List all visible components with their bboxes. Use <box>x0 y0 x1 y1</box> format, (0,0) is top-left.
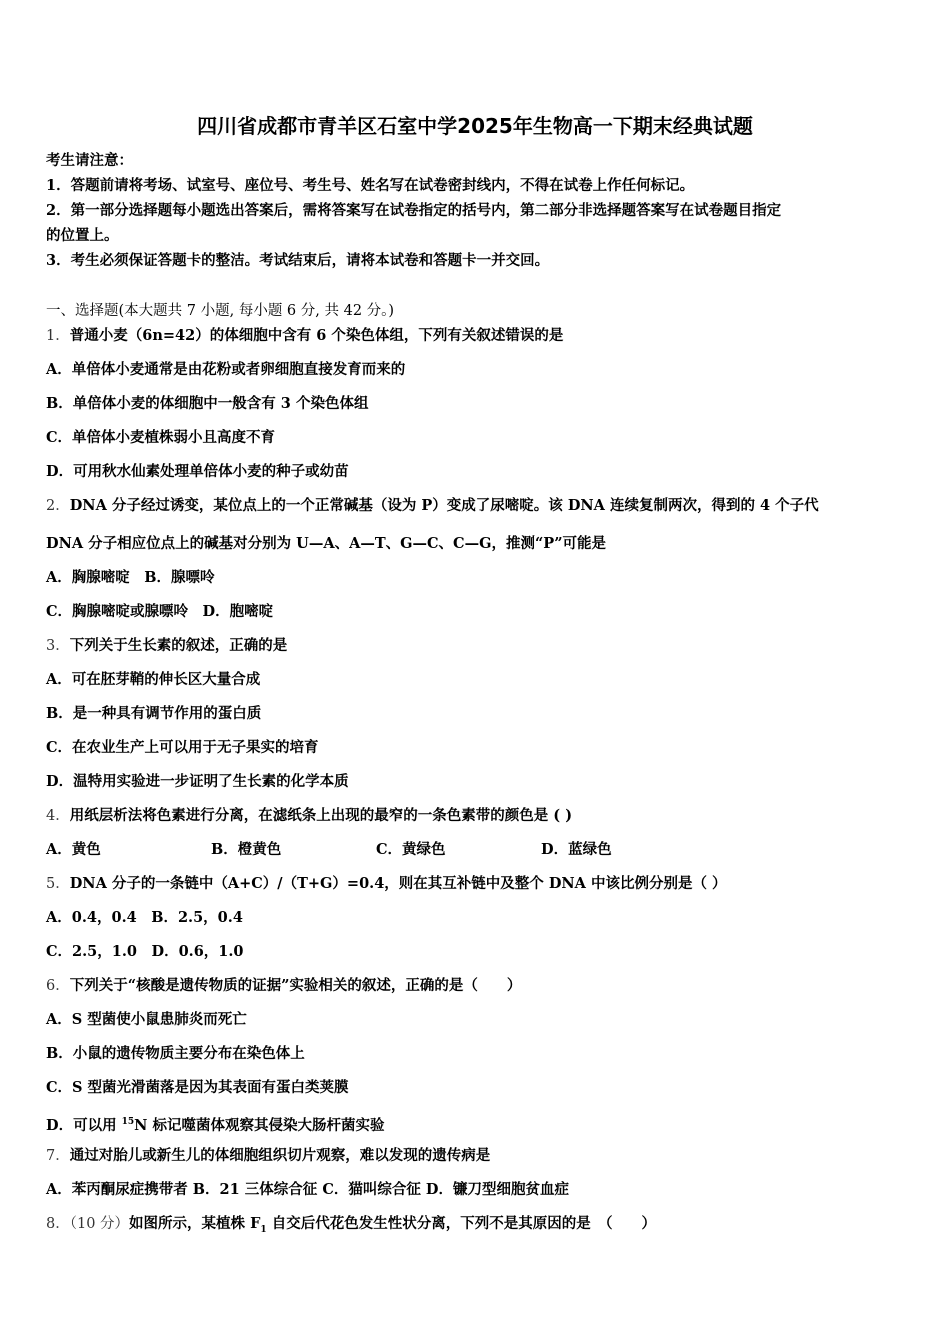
question-6 <box>46 976 521 996</box>
q1-option-c: C．单倍体小麦植株弱小且高度不育 <box>46 429 276 446</box>
question-stem: 下列关于“核酸是遗传物质的证据”实验相关的叙述，正确的是（ ） <box>69 977 522 994</box>
question-stem: 用纸层析法将色素进行分离，在滤纸条上出现的最窄的一条色素带的颜色是 ( ) <box>69 807 573 824</box>
question-number: 3． <box>46 638 70 654</box>
question-stem: DNA 分子的一条链中（A+C）/（T+G）=0.4，则在其互补链中及整个 DNA 中该比例分别是（ ） <box>69 875 727 892</box>
question-stem: 如图所示，某植株 F <box>129 1215 261 1232</box>
q5-options-cd: C．2.5，1.0 D．0.6，1.0 <box>46 943 244 960</box>
q5-options-ab: A．0.4，0.4 B．2.5，0.4 <box>46 909 243 926</box>
q1-option-a: A．单倍体小麦通常是由花粉或者卵细胞直接发育而来的 <box>46 361 406 378</box>
question-number: 6． <box>46 978 70 994</box>
question-1 <box>46 326 563 346</box>
q1-option-b: B．单倍体小麦的体细胞中一般含有 3 个染色体组 <box>46 395 369 412</box>
q3-option-b: B．是一种具有调节作用的蛋白质 <box>46 705 262 722</box>
question-stem: 下列关于生长素的叙述，正确的是 <box>69 637 288 654</box>
notice-item-2-cont: 的位置上。 <box>46 227 119 244</box>
generation-subscript: 1 <box>260 1224 267 1235</box>
q6-option-a: A．S 型菌使小鼠患肺炎而死亡 <box>46 1011 247 1028</box>
question-points: （10 分） <box>69 1216 130 1232</box>
q4-option-c: C．黄绿色 <box>376 841 446 858</box>
question-number: 5． <box>46 876 70 892</box>
question-number: 7． <box>46 1148 70 1164</box>
question-stem: 普通小麦（6n=42）的体细胞中含有 6 个染色体组，下列有关叙述错误的是 <box>69 327 564 344</box>
q7-options: A．苯丙酮尿症携带者 B．21 三体综合征 C．猫叫综合征 D．镰刀型细胞贫血症 <box>46 1181 569 1198</box>
question-number: 8． <box>46 1216 70 1232</box>
q3-option-c: C．在农业生产上可以用于无子果实的培育 <box>46 739 319 756</box>
q3-option-a: A．可在胚芽鞘的伸长区大量合成 <box>46 671 261 688</box>
q4-option-a: A．黄色 <box>46 841 101 858</box>
isotope-superscript: 15 <box>121 1117 135 1127</box>
notice-item-1: 1．答题前请将考场、试室号、座位号、考生号、姓名写在试卷密封线内，不得在试卷上作任何标记。 <box>46 177 695 194</box>
q3-option-d: D．温特用实验进一步证明了生长素的化学本质 <box>46 773 349 790</box>
q6-option-b: B．小鼠的遗传物质主要分布在染色体上 <box>46 1045 305 1062</box>
question-number: 2． <box>46 498 70 514</box>
question-3 <box>46 636 287 656</box>
section-heading: 一、选择题(本大题共 7 小题, 每小题 6 分, 共 42 分。) <box>46 303 395 319</box>
question-number: 1． <box>46 328 70 344</box>
question-4 <box>46 806 572 826</box>
q2-stem-cont: DNA 分子相应位点上的碱基对分别为 U—A、A—T、G—C、C—G，推测“P”可能是 <box>46 535 607 552</box>
question-stem: 通过对胎儿或新生儿的体细胞组织切片观察，难以发现的遗传病是 <box>69 1147 491 1164</box>
question-5 <box>46 874 727 894</box>
q2-options-ab: A．胸腺嘧啶 B．腺嘌呤 <box>46 569 215 586</box>
q2-options-cd: C．胸腺嘧啶或腺嘌呤 D．胞嘧啶 <box>46 603 274 620</box>
notice-item-2: 2．第一部分选择题每小题选出答案后，需将答案写在试卷指定的括号内，第二部分非选择题答案写在试卷题目指定 <box>46 202 782 219</box>
question-8 <box>46 1214 656 1240</box>
q4-option-b: B．橙黄色 <box>211 841 282 858</box>
question-number: 4． <box>46 808 70 824</box>
question-stem: DNA 分子经过诱变，某位点上的一个正常碱基（设为 P）变成了尿嘧啶。该 DNA 连续复制两次，得到的 4 个子代 <box>69 497 819 514</box>
q6-option-d-text: D．可以用 <box>46 1116 122 1134</box>
question-2 <box>46 496 819 516</box>
notice-heading: 考生请注意： <box>46 152 133 169</box>
q6-option-d <box>46 1112 384 1136</box>
q1-option-d: D．可用秋水仙素处理单倍体小麦的种子或幼苗 <box>46 463 349 480</box>
notice-item-3: 3．考生必须保证答题卡的整洁。考试结束后，请将本试卷和答题卡一并交回。 <box>46 252 550 269</box>
page-title: 四川省成都市青羊区石室中学2025年生物高一下期末经典试题 <box>197 114 753 138</box>
question-7 <box>46 1146 490 1166</box>
q4-options <box>46 840 706 860</box>
question-stem-cont: 自交后代花色发生性状分离，下列不是其原因的是 （ ） <box>266 1215 656 1232</box>
q6-option-d-text-cont: N 标记噬菌体观察其侵染大肠杆菌实验 <box>134 1116 385 1134</box>
q6-option-c: C．S 型菌光滑菌落是因为其表面有蛋白类荚膜 <box>46 1079 349 1096</box>
q4-option-d: D．蓝绿色 <box>541 841 612 858</box>
